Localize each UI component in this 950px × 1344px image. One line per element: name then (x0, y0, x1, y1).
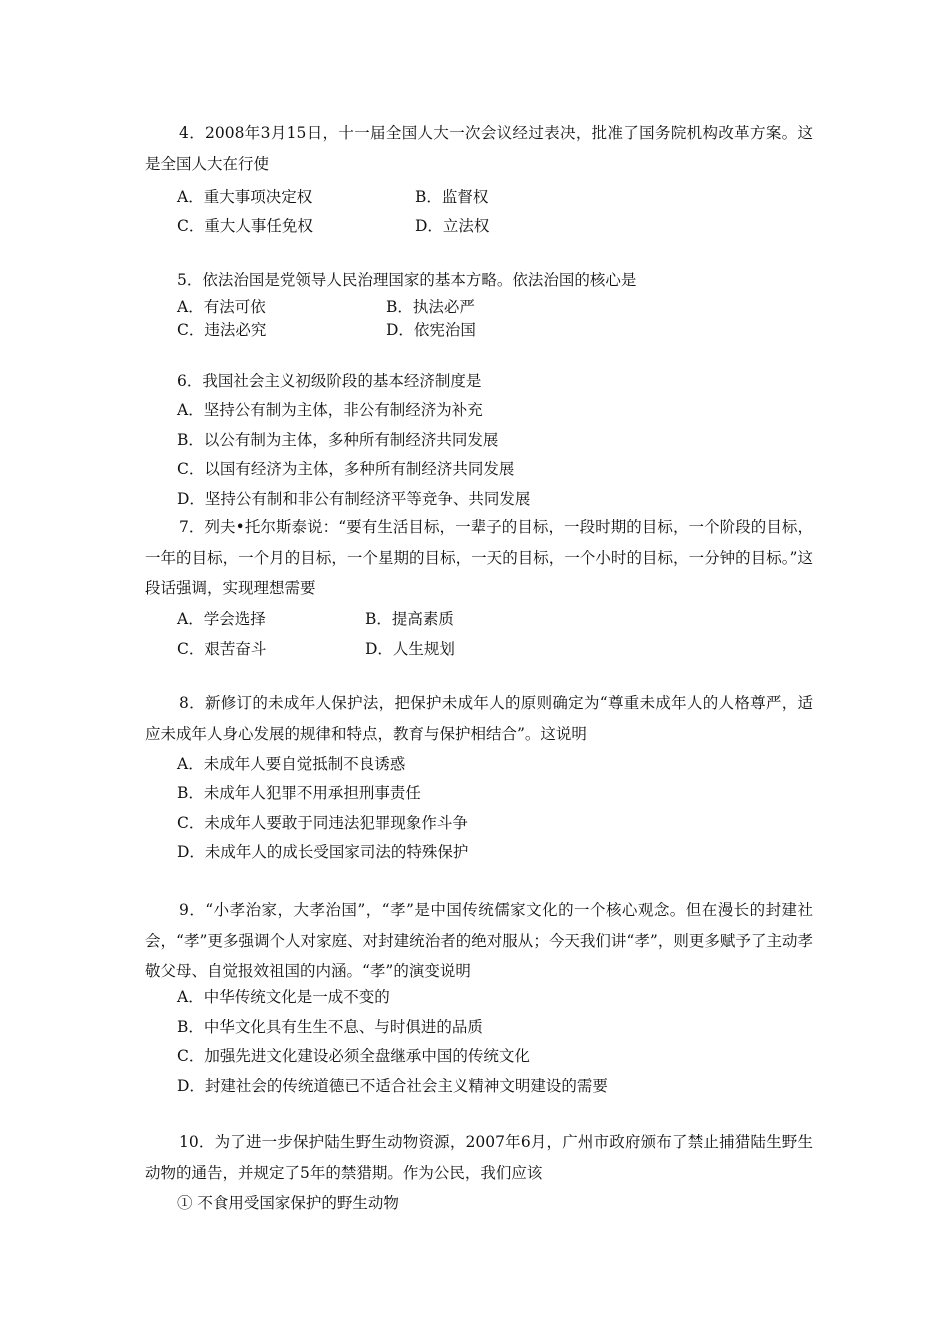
question-6-stem: 6．我国社会主义初级阶段的基本经济制度是 (177, 372, 482, 390)
question-8-stem: 8．新修订的未成年人保护法，把保护未成年人的原则确定为“尊重未成年人的人格尊严，适应未成年人身心发展的规律和特点，教育与保护相结合”。这说明 (145, 694, 813, 743)
question-6-option-a: A．坚持公有制为主体，非公有制经济为补充 (177, 401, 483, 419)
question-5-option-c: C．违法必究 (177, 321, 267, 339)
question-4-option-c: C．重大人事任免权 (177, 217, 313, 235)
question-5-stem: 5．依法治国是党领导人民治理国家的基本方略。依法治国的核心是 (177, 271, 637, 289)
question-8-option-c: C．未成年人要敢于同违法犯罪现象作斗争 (177, 814, 468, 832)
question-8-option-a: A．未成年人要自觉抵制不良诱惑 (177, 755, 406, 773)
question-7-option-c: C．艰苦奋斗 (177, 640, 267, 658)
question-9-option-d: D．封建社会的传统道德已不适合社会主义精神文明建设的需要 (177, 1077, 608, 1095)
question-9-option-c: C．加强先进文化建设必须全盘继承中国的传统文化 (177, 1047, 530, 1065)
question-5-option-b: B．执法必严 (386, 298, 475, 316)
question-4-stem: 4．2008年3月15日，十一届全国人大一次会议经过表决，批准了国务院机构改革方案。这是全国人大在行使 (145, 124, 813, 173)
question-8-option-d: D．未成年人的成长受国家司法的特殊保护 (177, 843, 469, 861)
question-5-option-a: A．有法可依 (177, 298, 266, 316)
question-10-stem: 10．为了进一步保护陆生野生动物资源，2007年6月，广州市政府颁布了禁止捕猎陆生野生动物的通告，并规定了5年的禁猎期。作为公民，我们应该 (145, 1133, 813, 1182)
question-5-option-d: D．依宪治国 (386, 321, 476, 339)
question-6-option-c: C．以国有经济为主体，多种所有制经济共同发展 (177, 460, 515, 478)
question-8-option-b: B．未成年人犯罪不用承担刑事责任 (177, 784, 421, 802)
question-9-option-b: B．中华文化具有生生不息、与时俱进的品质 (177, 1018, 483, 1036)
question-7-stem: 7．列夫•托尔斯泰说：“要有生活目标，一辈子的目标，一段时期的目标，一个阶段的目标，一年的目标，一个月的目标，一个星期的目标，一天的目标，一个小时的目标，一分钟的目标。”这段话强调，实现理想需要 (145, 518, 813, 597)
question-4-option-d: D．立法权 (415, 217, 490, 235)
question-7-option-d: D．人生规划 (365, 640, 455, 658)
question-9-option-a: A．中华传统文化是一成不变的 (177, 988, 390, 1006)
question-10-item-1: ① 不食用受国家保护的野生动物 (177, 1194, 399, 1212)
question-6-option-b: B．以公有制为主体，多种所有制经济共同发展 (177, 431, 499, 449)
question-7-option-a: A．学会选择 (177, 610, 266, 628)
question-9-stem: 9．“小孝治家，大孝治国”，“孝”是中国传统儒家文化的一个核心观念。但在漫长的封建社会，“孝”更多强调个人对家庭、对封建统治者的绝对服从；今天我们讲“孝”，则更多赋予了主动孝敬父母、自觉报效祖国的内涵。“孝”的演变说明 (145, 901, 813, 980)
question-6-option-d: D．坚持公有制和非公有制经济平等竞争、共同发展 (177, 490, 531, 508)
question-4-option-b: B．监督权 (415, 188, 489, 206)
question-7-option-b: B．提高素质 (365, 610, 454, 628)
question-4-option-a: A．重大事项决定权 (177, 188, 313, 206)
